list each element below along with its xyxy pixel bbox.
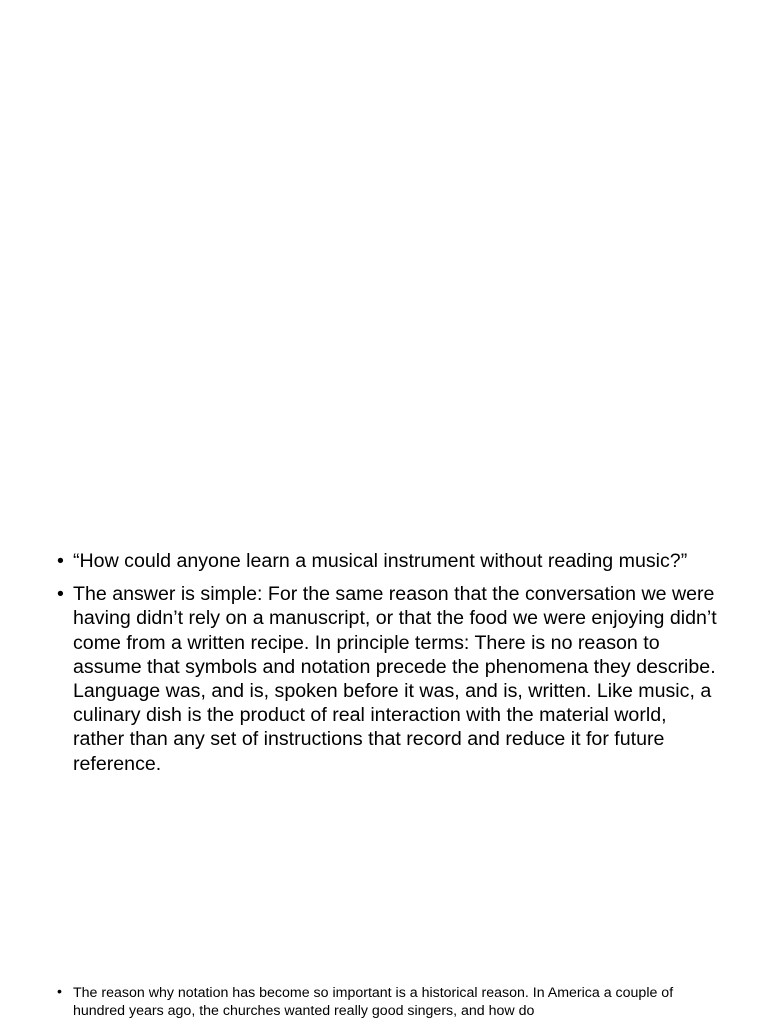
bullet-item-question bbox=[57, 549, 717, 573]
slide-body-list bbox=[57, 549, 717, 785]
footnote-list bbox=[57, 984, 697, 1020]
bullet-item-answer bbox=[57, 582, 717, 776]
bullet-text: The answer is simple: For the same reason that the conversation we were having didn’t rely on a manuscript, or that the food we were enjoying didn’t come from a written recipe. In principle terms: There is no reason to assume that symbols and notation precede the phenomena they describe. Language was, and is, spoken before it was, and is, written. Like music, a culinary dish is the product of real interaction with the material world, rather than any set of instructions that record and reduce it for future reference. bbox=[73, 583, 717, 775]
footnote-item bbox=[57, 984, 697, 1020]
bullet-dot-icon: • bbox=[57, 583, 64, 606]
bullet-text: “How could anyone learn a musical instrument without reading music?” bbox=[73, 550, 688, 572]
bullet-dot-icon: • bbox=[57, 984, 62, 1000]
footnote-text: The reason why notation has become so important is a historical reason. In America a couple of hundred years ago, the churches wanted really good singers, and how do bbox=[73, 985, 674, 1019]
bullet-dot-icon: • bbox=[57, 550, 64, 572]
